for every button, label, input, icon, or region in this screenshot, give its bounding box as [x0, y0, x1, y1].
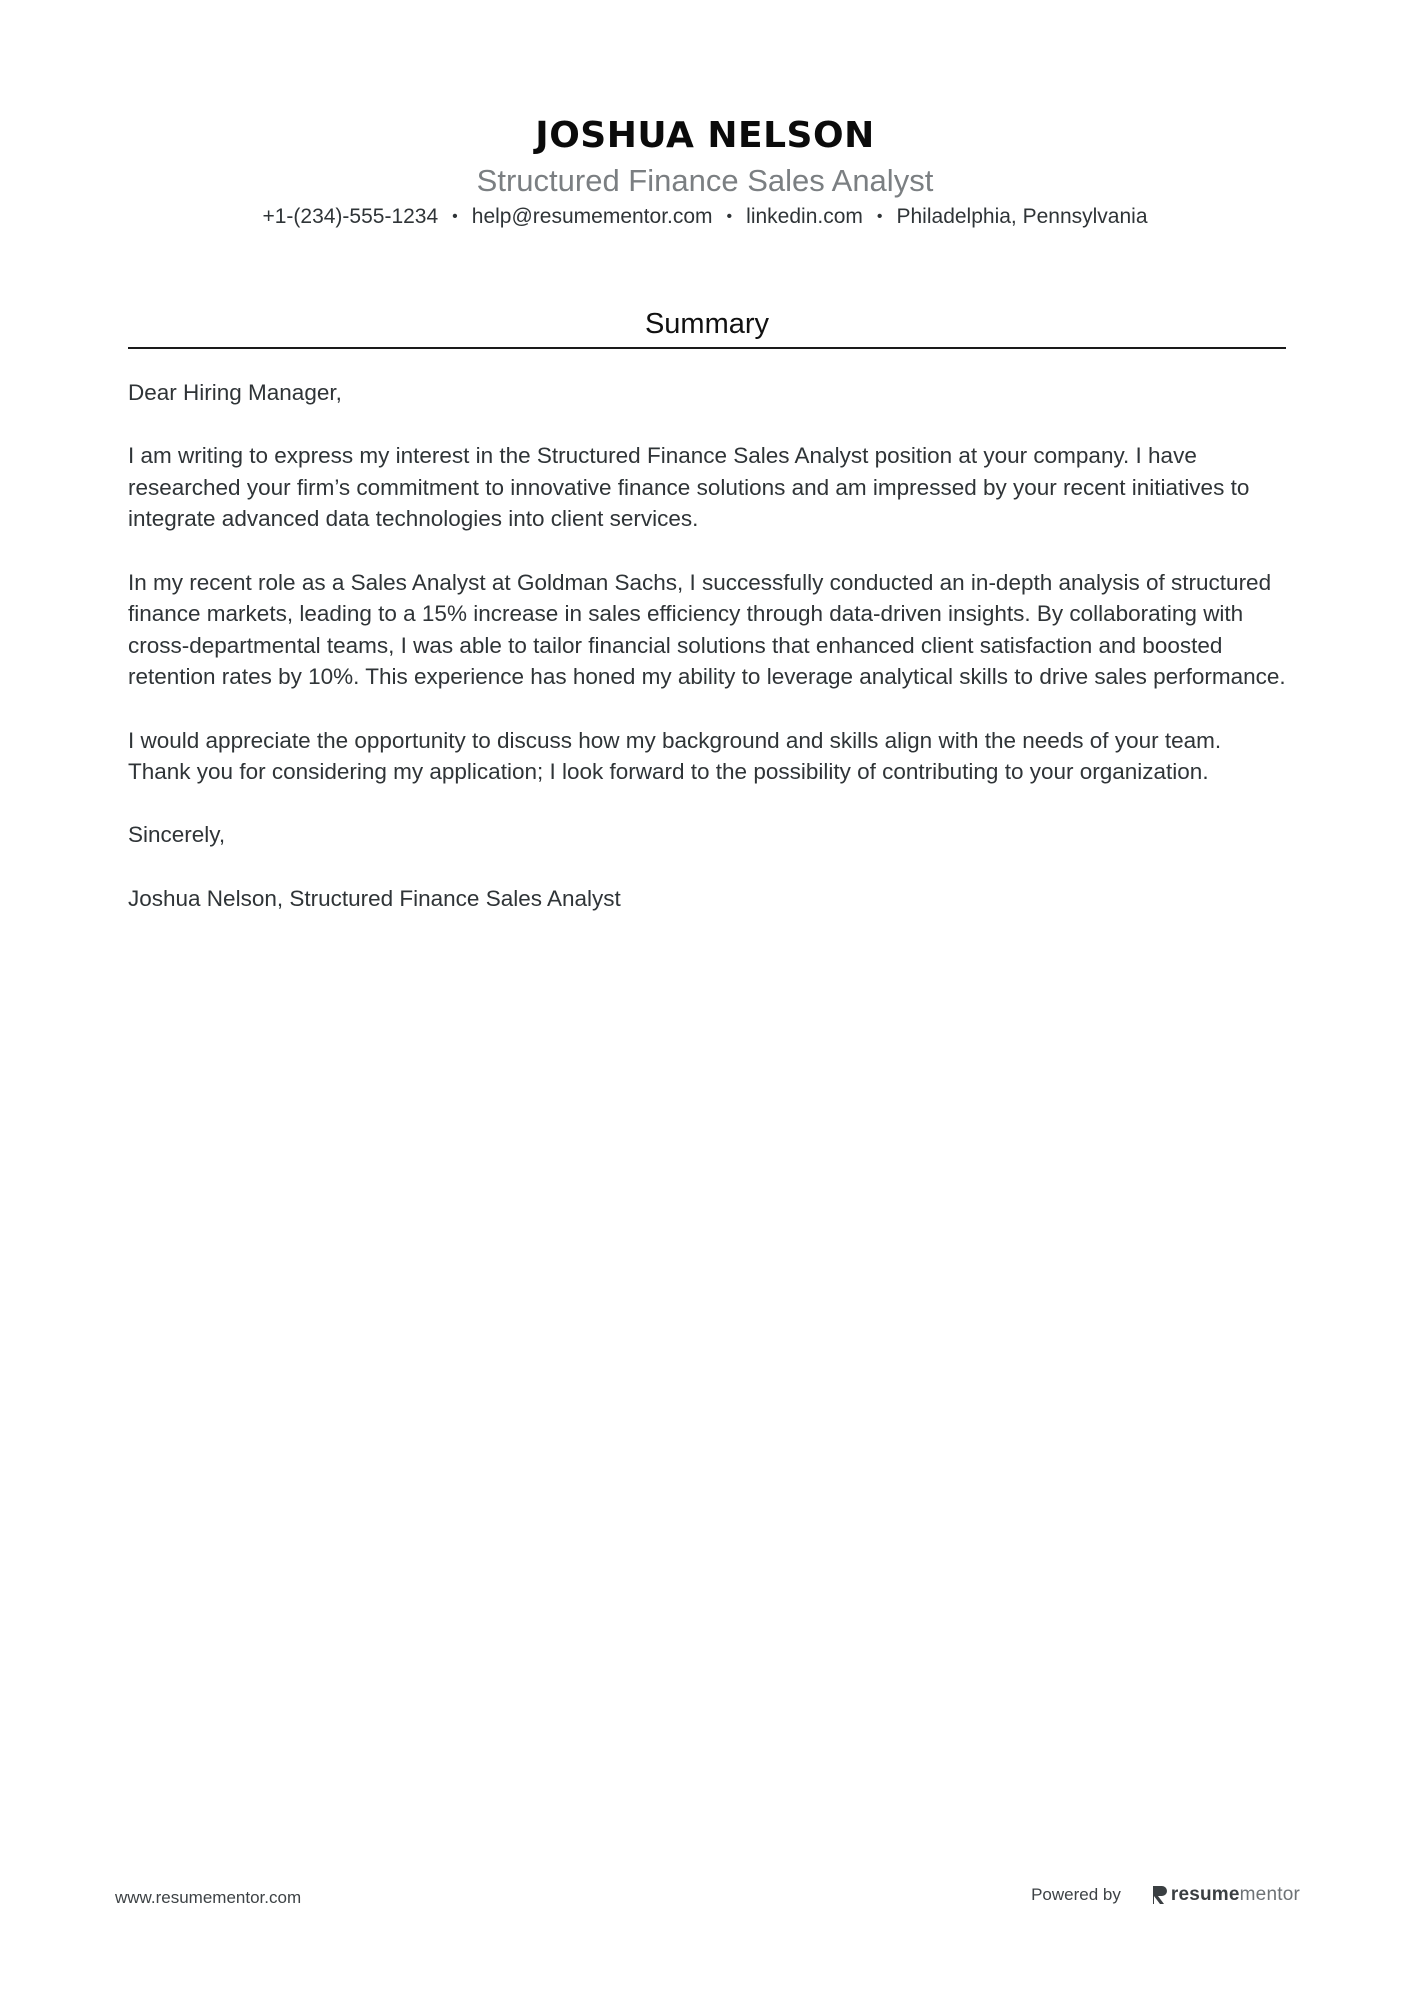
brand-name — [1171, 1884, 1300, 1906]
resume-header — [0, 112, 1410, 231]
footer-website-link[interactable]: www.resumementor.com — [115, 1888, 302, 1907]
letter-paragraph: I would appreciate the opportunity to discuss how my background and skills align with the needs of your team. Thank you for considering my application; I look forward to the possibility of contributing to your organization. — [128, 727, 1222, 785]
summary-section — [128, 305, 1286, 946]
footer-branding — [1031, 1884, 1300, 1906]
brand-name-bold: resume — [1170, 1884, 1240, 1905]
letter-paragraph: I am writing to express my interest in the Structured Finance Sales Analyst position at your company. I have researched your firm’s commitment to innovative finance solutions and am impressed by your recent initiatives to integrate advanced data technologies into client services. — [128, 443, 1250, 532]
candidate-name: JOSHUA NELSON — [535, 115, 875, 156]
contact-line — [0, 203, 1410, 231]
powered-by-label: Powered by — [1031, 1885, 1121, 1904]
letter-paragraph: In my recent role as a Sales Analyst at Goldman Sachs, I successfully conducted an in-depth analysis of structured finance markets, leading to a 15% increase in sales efficiency through data-driven insights. By collaborating with cross-departmental teams, I was able to tailor financial solutions that enhanced client satisfaction and boosted retention rates by 10%. This experience has honed my ability to leverage analytical skills to drive sales performance. — [128, 569, 1286, 690]
contact-phone: +1-(234)-555-1234 — [262, 205, 439, 228]
cover-letter-body — [128, 377, 1286, 914]
section-title-summary: Summary — [128, 305, 1286, 349]
contact-separator: • — [876, 208, 883, 225]
signature: Joshua Nelson, Structured Finance Sales Analyst — [128, 885, 621, 911]
contact-separator: • — [726, 208, 733, 225]
brand-name-light: mentor — [1239, 1884, 1300, 1905]
brand-logo[interactable] — [1151, 1884, 1300, 1906]
salutation: Dear Hiring Manager, — [128, 380, 342, 405]
resumementor-logo-icon — [1151, 1885, 1167, 1905]
contact-location: Philadelphia, Pennsylvania — [896, 205, 1148, 228]
contact-separator: • — [452, 208, 458, 225]
closing: Sincerely, — [128, 822, 226, 848]
job-title: Structured Finance Sales Analyst — [476, 163, 934, 198]
contact-email[interactable]: help@resumementor.com — [471, 205, 713, 228]
contact-linkedin[interactable]: linkedin.com — [746, 205, 863, 228]
